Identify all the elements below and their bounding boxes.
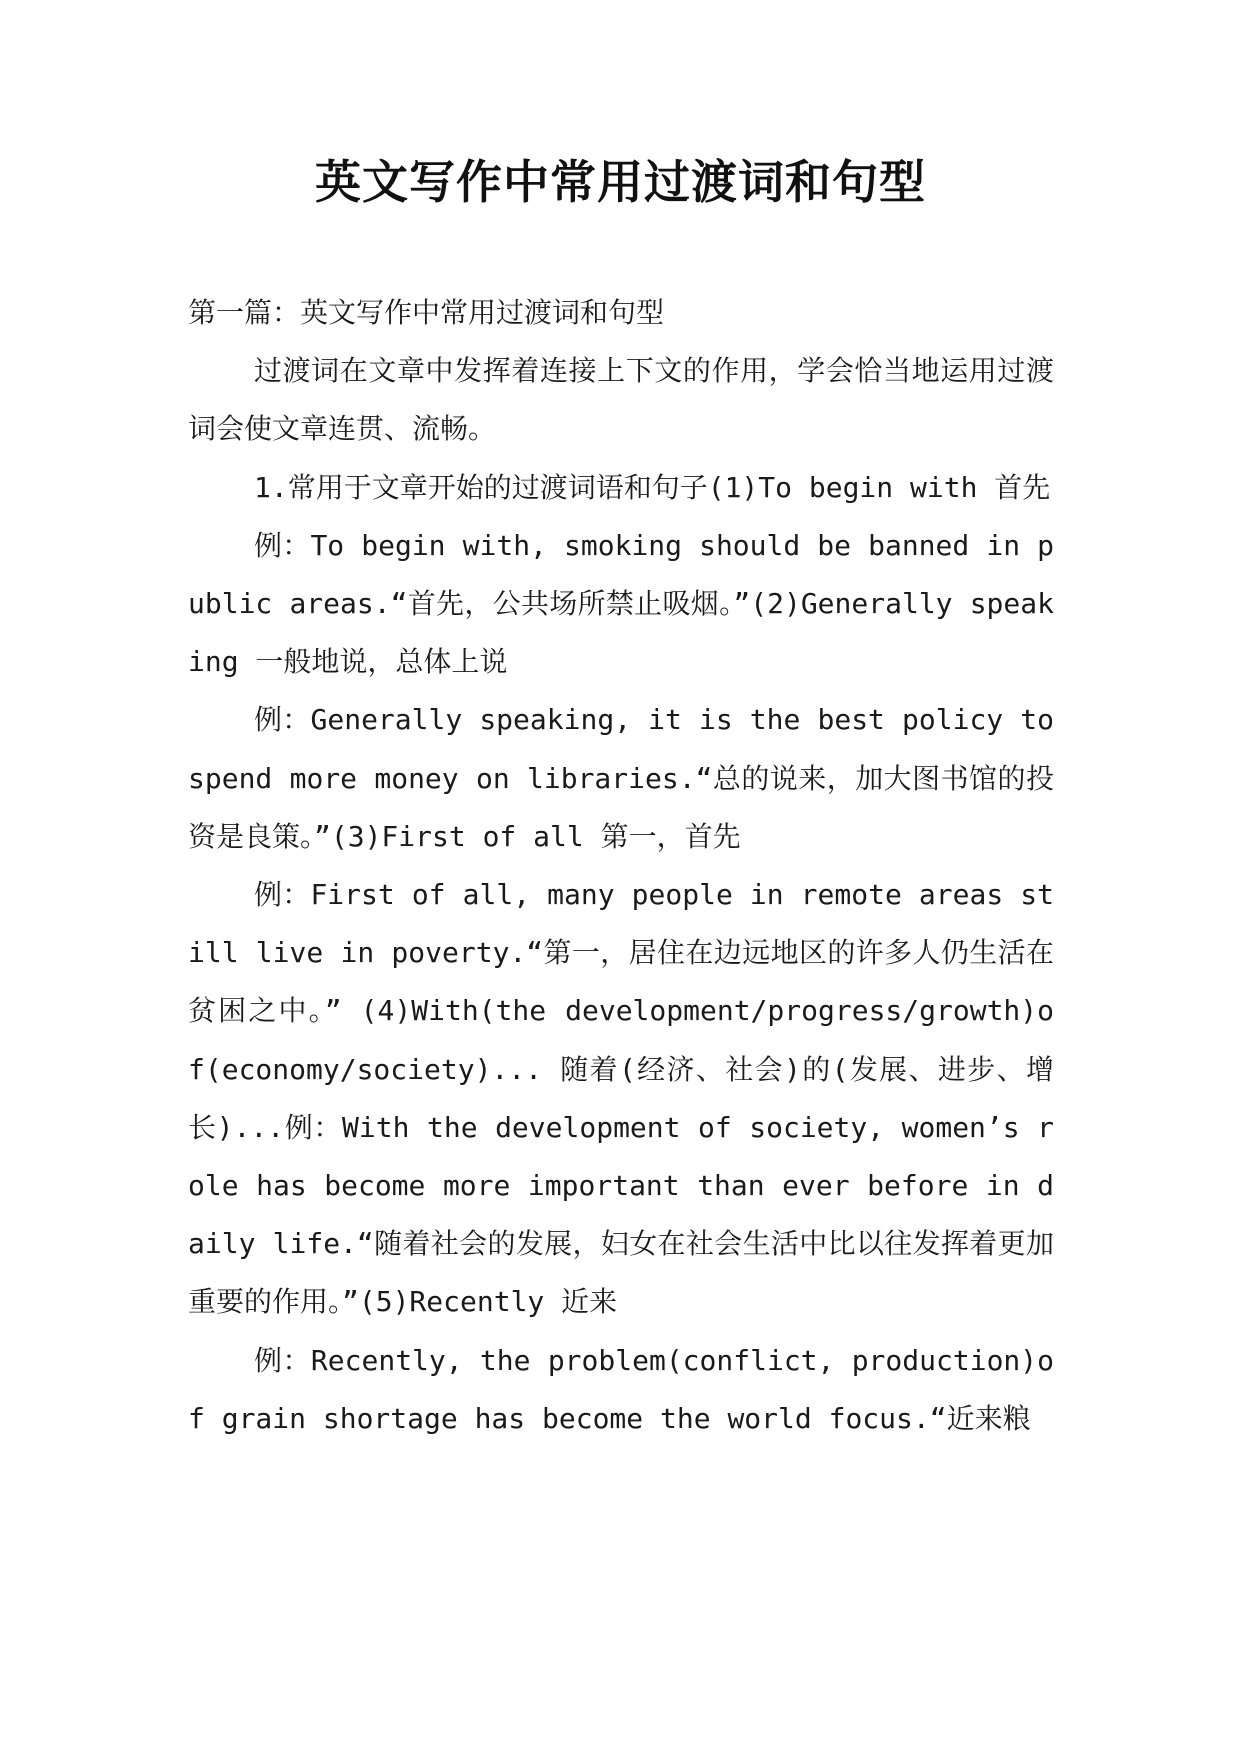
document-body: [188, 284, 1054, 1448]
body-paragraph: 例：First of all, many people in remote areas still live in poverty.“第一，居住在边远地区的许多人仍生活在贫困之中。” (4)With(the development/progress/growth)of(economy/society)... 随着(经济、社会)的(发展、进步、增长)...例：With the development of society, women’s role has become more important than ever before in daily life.“随着社会的发展，妇女在社会生活中比以往发挥着更加重要的作用。”(5)Recently 近来: [188, 878, 1054, 1319]
body-paragraph: 例：To begin with, smoking should be banned in public areas.“首先，公共场所禁止吸烟。”(2)Generally speaking 一般地说，总体上说: [188, 528, 1054, 679]
section-heading: 第一篇：英文写作中常用过渡词和句型: [188, 296, 665, 329]
body-paragraph: 例：Generally speaking, it is the best policy to spend more money on libraries.“总的说来，加大图书馆的投资是良策。”(3)First of all 第一，首先: [188, 703, 1054, 853]
body-paragraph: 1.常用于文章开始的过渡词语和句子(1)To begin with 首先: [254, 470, 1051, 504]
body-paragraph: 例：Recently, the problem(conflict, production)of grain shortage has become the world focus.“近来粮: [188, 1343, 1054, 1435]
document-title: 英文写作中常用过渡词和句型: [315, 155, 926, 209]
body-paragraph: 过渡词在文章中发挥着连接上下文的作用，学会恰当地运用过渡词会使文章连贯、流畅。: [188, 354, 1054, 446]
